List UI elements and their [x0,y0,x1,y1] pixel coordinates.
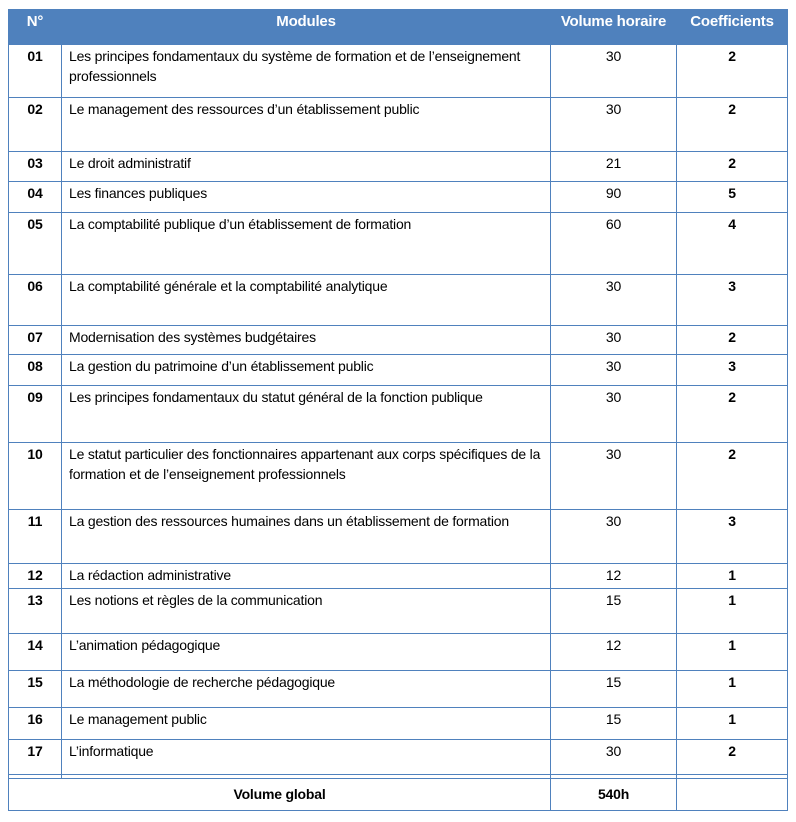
row-coefficient: 5 [677,182,788,213]
table-row [9,213,788,275]
row-volume: 30 [551,45,677,98]
table-row [9,152,788,182]
table-row [9,98,788,152]
row-number: 11 [9,510,62,564]
row-module: Le management public [62,708,551,740]
table-row [9,386,788,443]
row-volume: 12 [551,634,677,671]
row-number: 08 [9,355,62,386]
row-module: La méthodologie de recherche pédagogique [62,671,551,708]
row-module: La comptabilité publique d’un établissement de formation [62,213,551,275]
row-number: 03 [9,152,62,182]
row-number: 14 [9,634,62,671]
row-number: 05 [9,213,62,275]
total-label: Volume global [9,779,551,811]
row-module: Les principes fondamentaux du système de formation et de l’enseignement professionnels [62,45,551,98]
row-volume: 15 [551,708,677,740]
row-coefficient: 2 [677,98,788,152]
table-row [9,634,788,671]
row-coefficient: 3 [677,510,788,564]
modules-table-container [8,9,788,811]
row-volume: 30 [551,510,677,564]
table-header-row [9,10,788,45]
row-coefficient: 2 [677,443,788,510]
row-coefficient: 4 [677,213,788,275]
row-volume: 21 [551,152,677,182]
row-module: L’animation pédagogique [62,634,551,671]
row-number: 09 [9,386,62,443]
table-row [9,671,788,708]
row-module: La comptabilité générale et la comptabilité analytique [62,275,551,326]
row-number: 15 [9,671,62,708]
row-module: La rédaction administrative [62,564,551,589]
header-coefficients: Coefficients [677,10,788,45]
row-coefficient: 1 [677,589,788,634]
table-row [9,589,788,634]
row-coefficient: 3 [677,275,788,326]
row-number: 16 [9,708,62,740]
row-module: Le management des ressources d’un établissement public [62,98,551,152]
row-volume: 30 [551,275,677,326]
row-volume: 90 [551,182,677,213]
row-module: La gestion des ressources humaines dans un établissement de formation [62,510,551,564]
header-modules: Modules [62,10,551,45]
table-row [9,182,788,213]
row-volume: 30 [551,740,677,775]
table-row [9,708,788,740]
total-volume: 540h [551,779,677,811]
table-row [9,564,788,589]
table-row [9,443,788,510]
modules-table [8,9,788,811]
table-row [9,326,788,355]
row-number: 13 [9,589,62,634]
row-volume: 30 [551,386,677,443]
row-module: La gestion du patrimoine d’un établissement public [62,355,551,386]
row-number: 17 [9,740,62,775]
table-row [9,45,788,98]
row-volume: 30 [551,443,677,510]
row-number: 04 [9,182,62,213]
row-number: 10 [9,443,62,510]
row-number: 12 [9,564,62,589]
row-coefficient: 2 [677,326,788,355]
header-volume: Volume horaire [551,10,677,45]
row-number: 07 [9,326,62,355]
row-module: Les notions et règles de la communication [62,589,551,634]
table-row [9,740,788,775]
row-coefficient: 2 [677,152,788,182]
table-row [9,355,788,386]
row-module: Les finances publiques [62,182,551,213]
row-coefficient: 1 [677,708,788,740]
row-volume: 30 [551,326,677,355]
row-number: 01 [9,45,62,98]
row-module: Modernisation des systèmes budgétaires [62,326,551,355]
row-coefficient: 2 [677,45,788,98]
row-coefficient: 2 [677,386,788,443]
row-coefficient: 3 [677,355,788,386]
row-module: Les principes fondamentaux du statut général de la fonction publique [62,386,551,443]
row-volume: 30 [551,355,677,386]
row-volume: 30 [551,98,677,152]
total-row [9,779,788,811]
row-volume: 60 [551,213,677,275]
table-row [9,510,788,564]
row-coefficient: 1 [677,564,788,589]
row-coefficient: 1 [677,671,788,708]
row-module: L’informatique [62,740,551,775]
row-number: 02 [9,98,62,152]
header-number: N° [9,10,62,45]
total-coefficient [677,779,788,811]
row-volume: 15 [551,589,677,634]
row-number: 06 [9,275,62,326]
row-module: Le droit administratif [62,152,551,182]
table-row [9,275,788,326]
row-coefficient: 2 [677,740,788,775]
row-volume: 12 [551,564,677,589]
row-module: Le statut particulier des fonctionnaires appartenant aux corps spécifiques de la formation et de l’enseignement professionnels [62,443,551,510]
row-coefficient: 1 [677,634,788,671]
row-volume: 15 [551,671,677,708]
